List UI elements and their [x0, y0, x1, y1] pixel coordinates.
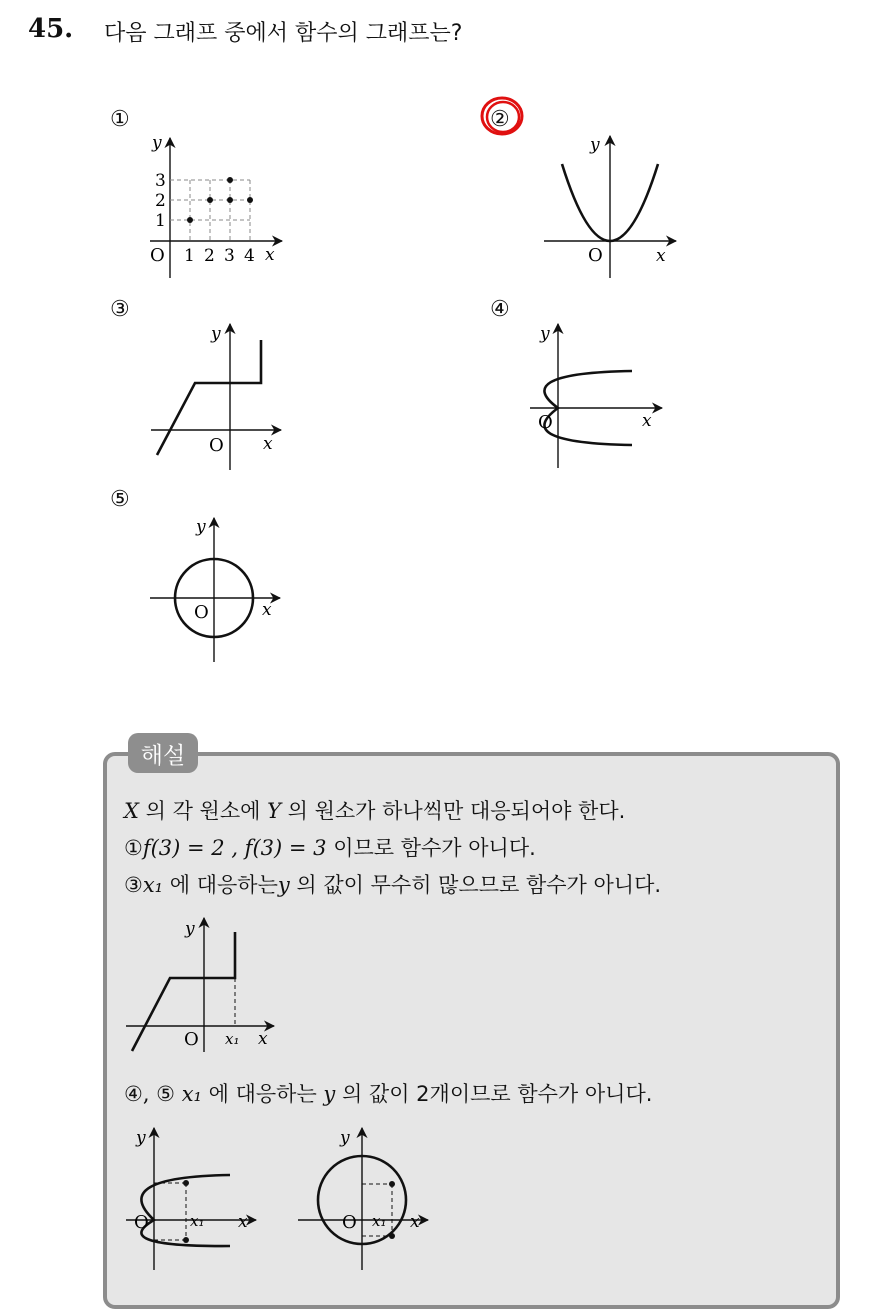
option-3-label[interactable]: ③	[110, 297, 130, 322]
graph-option-1	[140, 130, 300, 280]
option-5-label[interactable]: ⑤	[110, 487, 130, 512]
x-tick-3: 3	[224, 246, 235, 266]
origin-label: O	[194, 602, 209, 623]
option-4-label[interactable]: ④	[490, 297, 510, 322]
explanation-tag: 해설	[128, 733, 198, 773]
option-2-label[interactable]: ②	[490, 107, 510, 132]
explanation-line-2: ①f(3) = 2 , f(3) = 3 이므로 함수가 아니다.	[124, 836, 536, 860]
graph-option-2	[540, 130, 690, 280]
x-axis-label: x	[265, 245, 275, 265]
x-axis-label: x	[238, 1212, 248, 1232]
origin-label: O	[150, 245, 165, 266]
x-axis-label: x	[656, 246, 666, 266]
question-text: 다음 그래프 중에서 함수의 그래프는?	[104, 21, 463, 46]
explanation-graph-4	[126, 1122, 271, 1272]
x-axis-label: x	[262, 600, 272, 620]
x1-label: x₁	[225, 1030, 240, 1048]
y-tick-1: 1	[155, 211, 166, 231]
x-axis-label: x	[642, 411, 652, 431]
y-axis-label: y	[136, 1128, 146, 1148]
y-axis-label: y	[196, 517, 206, 537]
option-1-label[interactable]: ①	[110, 107, 130, 132]
x1-label: x₁	[190, 1212, 205, 1230]
x-axis-label: x	[263, 434, 273, 454]
origin-label: O	[538, 412, 553, 433]
explanation-line-3: ③x₁ 에 대응하는y 의 값이 무수히 많으므로 함수가 아니다.	[124, 873, 662, 897]
x-tick-1: 1	[184, 246, 195, 266]
y-axis-label: y	[152, 133, 162, 153]
origin-label: O	[209, 435, 224, 456]
x-axis-label: x	[410, 1212, 420, 1232]
y-axis-label: y	[185, 919, 195, 939]
origin-label: O	[184, 1029, 199, 1050]
explanation-line-1: X 의 각 원소에 Y 의 원소가 하나씩만 대응되어야 한다.	[124, 799, 626, 823]
y-axis-label: y	[340, 1128, 350, 1148]
question-number: 45.	[28, 14, 74, 44]
x-tick-2: 2	[204, 246, 215, 266]
graph-option-4	[528, 318, 678, 473]
origin-label: O	[134, 1212, 149, 1233]
answer-mark-circle	[478, 94, 530, 140]
x1-label: x₁	[372, 1212, 387, 1230]
explanation-graph-3	[120, 912, 285, 1057]
y-axis-label: y	[540, 324, 550, 344]
x-tick-4: 4	[244, 246, 255, 266]
y-axis-label: y	[211, 324, 221, 344]
explanation-graph-5	[296, 1122, 441, 1272]
y-axis-label: y	[590, 135, 600, 155]
graph-option-5	[148, 512, 298, 667]
graph-option-3	[145, 318, 295, 473]
y-tick-2: 2	[155, 191, 166, 211]
explanation-line-4: ④, ⑤ x₁ 에 대응하는 y 의 값이 2개이므로 함수가 아니다.	[124, 1082, 653, 1106]
y-tick-3: 3	[155, 171, 166, 191]
origin-label: O	[588, 245, 603, 266]
origin-label: O	[342, 1212, 357, 1233]
x-axis-label: x	[258, 1029, 268, 1049]
